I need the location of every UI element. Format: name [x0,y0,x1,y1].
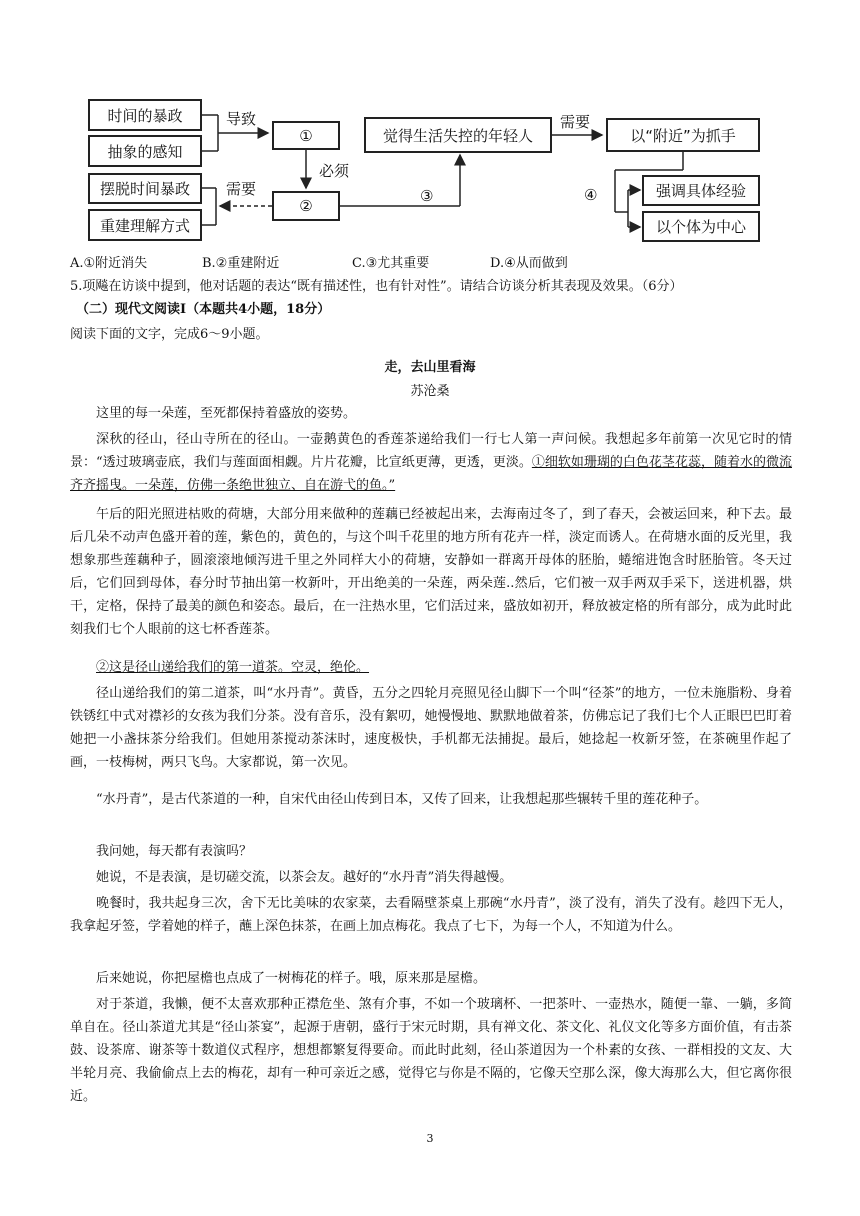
instruction: 阅读下面的文字，完成6～9小题。 [70,327,269,342]
diagram-box-rebuild-understanding: 重建理解方式 [88,209,202,241]
paragraph-8: 她说，不是表演，是切磋交流，以茶会友。越好的“水丹青”消失得越慢。 [96,870,513,885]
diagram-box-concrete-experience: 强调具体经验 [642,175,760,206]
diagram-box-escape-time: 摆脱时间暴政 [88,173,202,204]
underlined-sentence-2: ②这是径山递给我们的第一道茶。空灵，绝伦。 [96,660,370,675]
underlined-sentence-1: ①细软如珊瑚的白色花茎花蕊，随着水的微流齐齐摇曳。一朵莲，仿佛一条绝世独立、自在游弋的鱼。” [70,455,792,493]
paragraph-9: 晚餐时，我共起身三次，舍下无比美味的农家菜，去看隔壁茶桌上那碗“水丹青”，淡了没有，消失了没有。趁四下无人，我拿起牙签，学着她的样子，蘸上深色抹茶，在画上加点梅花。我点了七下，为每一个人，不知道为什么。 [70,896,792,934]
paragraph-4 [70,656,792,679]
section-title: （二）现代文阅读Ⅰ（本题共4小题，18分） [76,302,331,317]
option-d: D.④从而做到 [490,256,568,271]
diagram-box-nearby-handle: 以“附近”为抓手 [606,118,760,152]
diagram-label-need-right: 需要 [560,113,591,131]
paragraph-6: “水丹青”，是古代茶道的一种，自宋代由径山传到日本，又传了回来，让我想起那些辗转千里的莲花种子。 [96,792,708,807]
diagram-label-must: 必须 [319,162,350,180]
diagram-label-lead: 导致 [226,110,257,128]
paragraph-11: 对于茶道，我懒，便不太喜欢那种正襟危坐、煞有介事，不如一个玻璃杯、一把茶叶、一壶热水，随便一靠、一躺，多简单自在。径山茶道尤其是“径山茶宴”，起源于唐朝，盛行于宋元时期，具有禅文化、茶文化、礼仪文化等多方面价值，有击茶鼓、设茶席、谢茶等十数道仪式程序，想想都繁复得要命。而此时此刻，径山茶道因为一个朴素的女孩、一群相投的文友、大半轮月亮、我偷偷点上去的梅花，却有一种可亲近之感，觉得它与你是不隔的，它像天空那么深，像大海那么大，但它离你很近。 [70,997,792,1104]
article-author: 苏沧桑 [410,384,450,399]
question4-options [70,256,568,272]
paragraph-5: 径山递给我们的第二道茶，叫“水丹青”。黄昏，五分之四轮月亮照见径山脚下一个叫“径茶”的地方，一位未施脂粉、身着铁锈红中式对襟衫的女孩为我们分茶。没有音乐，没有絮叨，她慢慢地、默默地做着茶，仿佛忘记了我们七个人正眼巴巴盯着她把一小盏抹茶分给我们。但她用茶搅动茶沫时，速度极快，手机都无法捕捉。最后，她捻起一枚新牙签，在茶碗里作起了画，一枝梅树，两只飞鸟。大家都说，第一次见。 [70,686,792,770]
page-number: 3 [426,1132,434,1145]
question5: 5.项飚在访谈中提到，他对话题的表达“既有描述性，也有针对性”。请结合访谈分析其表现及效果。（6分） [70,279,683,294]
diagram-blank-4: ④ [584,186,598,204]
paragraph-1: 这里的每一朵莲，至死都保持着盛放的姿势。 [96,406,357,421]
diagram-box-abstract-perception: 抽象的感知 [88,135,202,167]
paragraph-2 [70,428,792,497]
diagram-box-individual-centered: 以个体为中心 [642,211,760,242]
paragraph-10: 后来她说，你把屋檐也点成了一树梅花的样子。哦，原来那是屋檐。 [96,971,487,986]
paragraph-2-text: 深秋的径山，径山寺所在的径山。一壶鹅黄色的香莲茶递给我们一行七人第一声问候。我想起多年前第一次见它时的情景：“透过玻璃壶底，我们与莲面面相觑。片片花瓣，比宣纸更薄，更透，更淡。 [70,432,792,470]
diagram-blank-3: ③ [420,187,434,205]
option-c: C.③尤其重要 [352,256,430,271]
diagram-blank-2: ② [272,191,340,221]
article-title: 走，去山里看海 [384,360,476,375]
paragraph-7: 我问她，每天都有表演吗？ [96,844,253,859]
diagram-box-time-tyranny: 时间的暴政 [88,99,202,131]
paragraph-3: 午后的阳光照进枯败的荷塘，大部分用来做种的莲藕已经被起出来，去海南过冬了，到了春天，会被运回来，种下去。最后几朵不动声色盛开着的莲，紫色的，黄色的，与这个叫千花里的地方所有花卉一样，淡定而诱人。在荷塘水面的反光里，我想象那些莲藕种子，圆滚滚地倾泻进千里之外同样大小的荷塘，安静如一群离开母体的胚胎，蜷缩进饱含时胚胎管。冬天过后，它们回到母体，春分时节抽出第一枚新叶，开出绝美的一朵莲，两朵莲..然后，它们被一双手两双手采下，送进机器，烘干，定格，保持了最美的颜色和姿态。最后，在一注热水里，它们活过来，盛放如初开，释放被定格的所有部分，成为此时此刻我们七个人眼前的这七杯香莲茶。 [70,507,792,637]
diagram-box-young-people: 觉得生活失控的年轻人 [364,117,552,153]
option-b: B.②重建附近 [202,256,280,271]
diagram-label-need-left: 需要 [226,180,257,198]
diagram-blank-1: ① [272,121,340,150]
option-a: A.①附近消失 [70,256,148,271]
